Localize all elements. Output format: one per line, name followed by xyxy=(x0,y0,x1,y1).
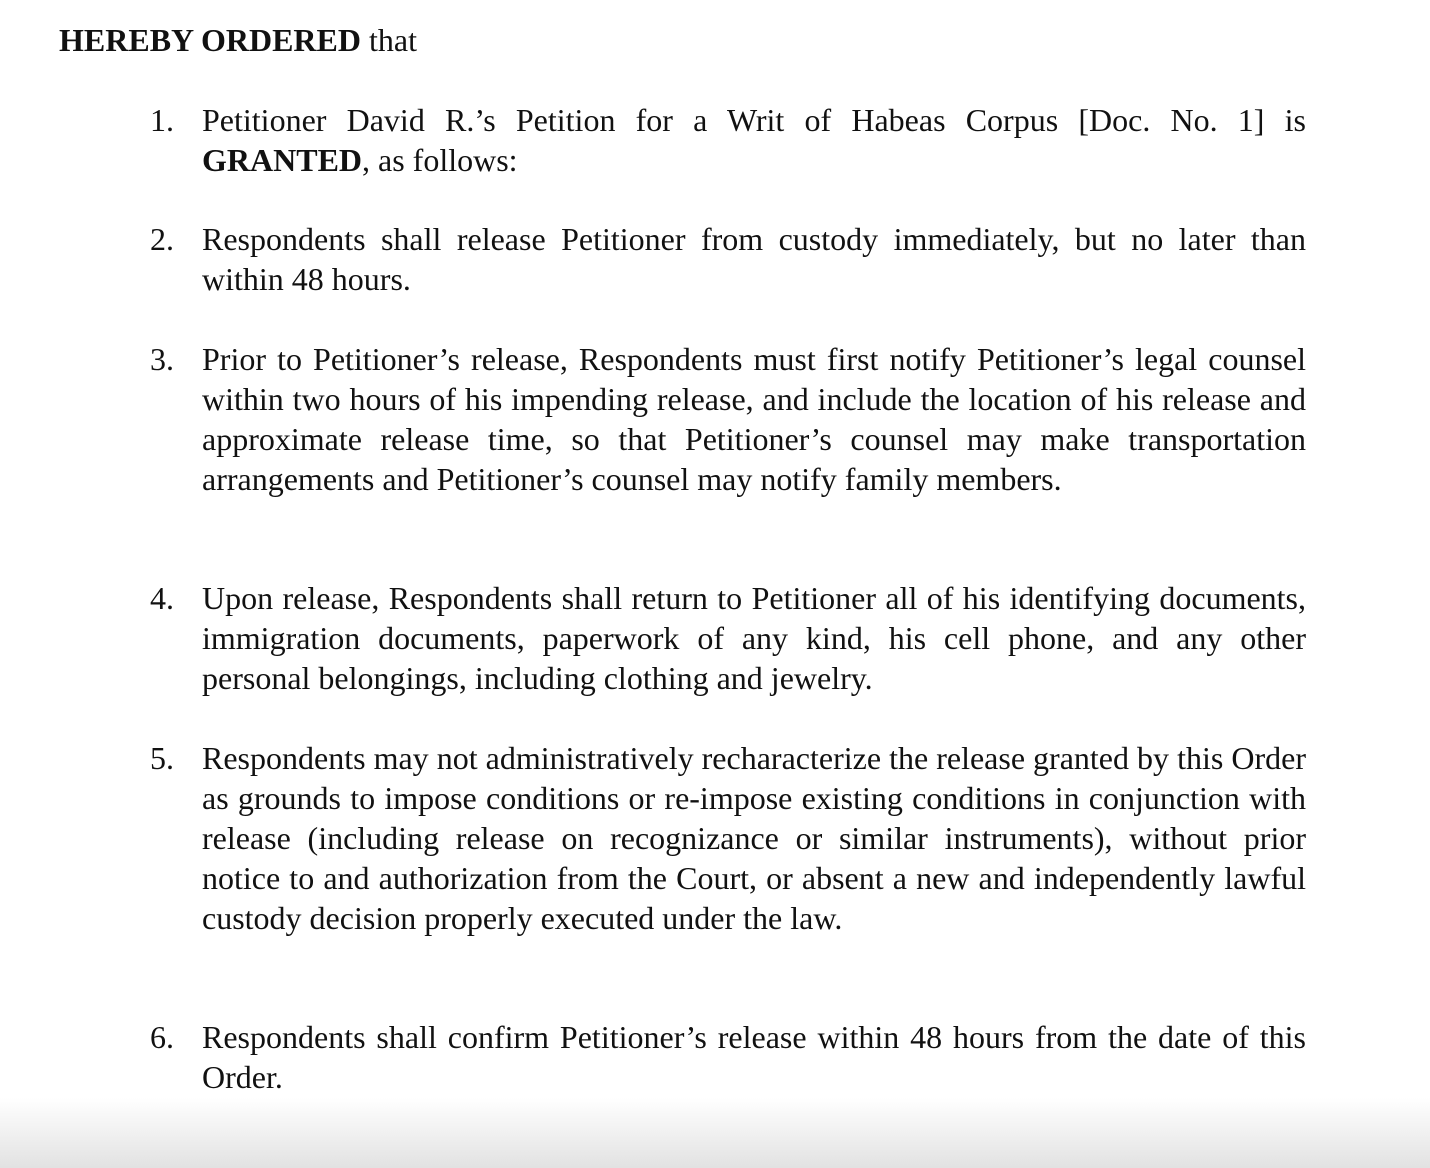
order-item-text xyxy=(202,100,1306,180)
order-item-number: 3. xyxy=(150,341,174,377)
order-item-text: Respondents shall confirm Petitioner’s release within 48 hours from the date of this Order. xyxy=(202,1019,1306,1095)
order-item-text-before: Petitioner David R.’s Petition for a Writ of Habeas Corpus [Doc. No. 1] is xyxy=(202,102,1306,138)
order-item-6 xyxy=(150,1017,1306,1097)
order-item-3 xyxy=(150,339,1306,499)
order-item-number: 2. xyxy=(150,221,174,257)
order-intro xyxy=(59,20,417,60)
order-item-5 xyxy=(150,738,1306,938)
order-item-text: Prior to Petitioner’s release, Respondents must first notify Petitioner’s legal counsel within two hours of his impending release, and include the location of his release and approximate release time, so that Petitioner’s counsel may make transportation arrangements and Petitioner’s counsel may notify family members. xyxy=(202,341,1306,497)
page-bottom-shadow xyxy=(0,1098,1430,1168)
granted-label: GRANTED xyxy=(202,142,363,178)
order-item-number: 5. xyxy=(150,740,174,776)
order-item-text: Upon release, Respondents shall return to Petitioner all of his identifying documents, immigration documents, paperwork of any kind, his cell phone, and any other personal belongings, including clothing and jewelry. xyxy=(202,580,1306,696)
order-item-4 xyxy=(150,578,1306,698)
order-item-number: 6. xyxy=(150,1019,174,1055)
order-intro-bold: HEREBY ORDERED xyxy=(59,22,361,58)
order-item-text: Respondents shall release Petitioner from custody immediately, but no later than within 48 hours. xyxy=(202,221,1306,297)
order-item-text: Respondents may not administratively recharacterize the release granted by this Order as grounds to impose conditions or re-impose existing conditions in conjunction with release (including release on recognizance or similar instruments), without prior notice to and authorization from the Court, or absent a new and independently lawful custody decision properly executed under the law. xyxy=(202,740,1306,936)
order-item-1 xyxy=(150,100,1306,180)
order-item-2 xyxy=(150,219,1306,299)
order-item-text-after: , as follows: xyxy=(362,142,518,178)
order-item-number: 4. xyxy=(150,580,174,616)
order-item-number: 1. xyxy=(150,102,174,138)
order-intro-rest: that xyxy=(360,22,417,58)
